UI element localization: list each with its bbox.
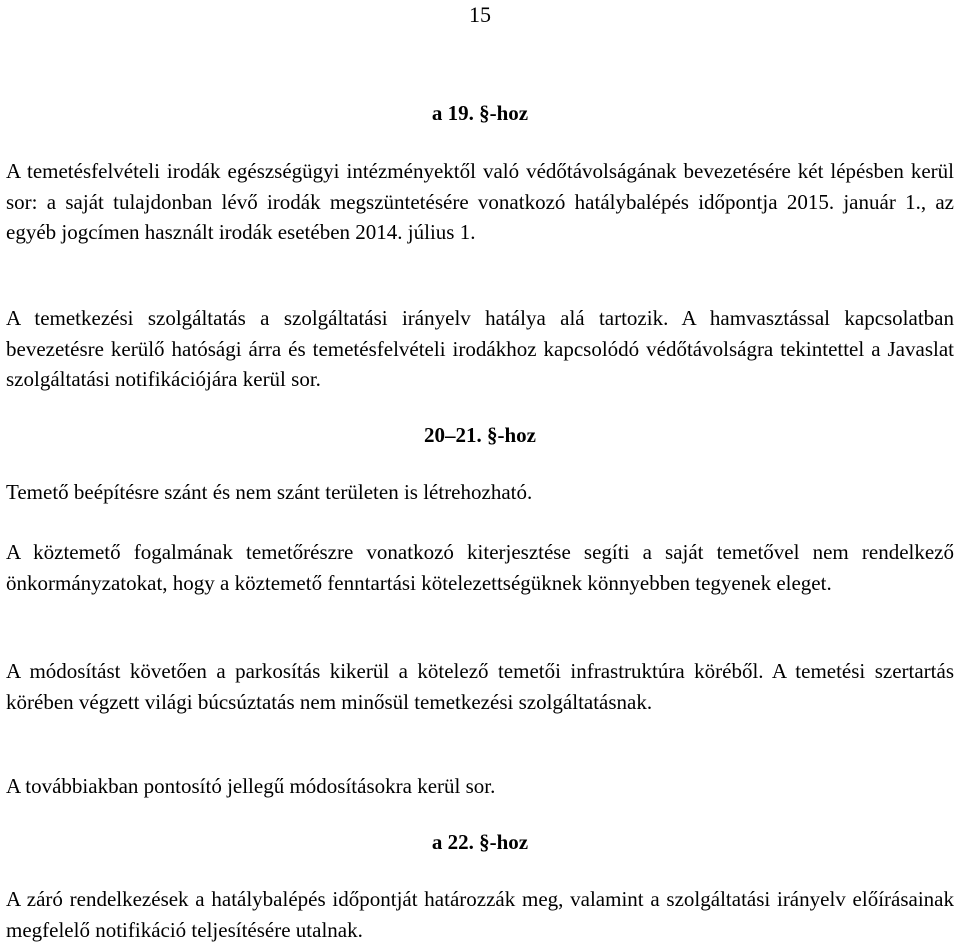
section-heading-20-21: 20–21. §-hoz — [424, 423, 536, 447]
paragraph-22-1: A záró rendelkezések a hatálybalépés időpontját határozzák meg, valamint a szolgáltatási irányelv előírásainak megfelelő notifikáció teljesítésére utalnak. — [6, 887, 954, 942]
section-heading-19: a 19. §-hoz — [431, 101, 529, 125]
page-number: 15 — [469, 2, 491, 27]
section-heading-22: a 22. §-hoz — [431, 830, 529, 854]
paragraph-20-3: A módosítást követően a parkosítás kikerül a kötelező temetői infrastruktúra köréből. A temetési szertartás körében végzett világi búcsúztatás nem minősül temetkezési szolgáltatásnak. — [6, 659, 954, 714]
paragraph-20-2: A köztemető fogalmának temetőrészre vonatkozó kiterjesztése segíti a saját temetővel nem rendelkező önkormányzatokat, hogy a köztemető fenntartási kötelezettségüknek könnyebben tegyenek eleget. — [6, 540, 954, 595]
paragraph-19-1: A temetésfelvételi irodák egészségügyi intézményektől való védőtávolságának bevezetésére két lépésben kerül sor: a saját tulajdonban lévő irodák megszüntetésére vonatkozó hatálybalépés időpontja 2015. január 1., az egyéb jogcímen használt irodák esetében 2014. július 1. — [6, 159, 954, 244]
paragraph-19-2: A temetkezési szolgáltatás a szolgáltatási irányelv hatálya alá tartozik. A hamvasztással kapcsolatban bevezetésre kerülő hatósági árra és temetésfelvételi irodákhoz kapcsolódó védőtávolságra tekintettel a Javaslat szolgáltatási notifikációjára kerül sor. — [6, 306, 954, 391]
paragraph-20-1: Temető beépítésre szánt és nem szánt területen is létrehozható. — [6, 480, 533, 504]
paragraph-20-4: A továbbiakban pontosító jellegű módosításokra kerül sor. — [6, 774, 496, 798]
